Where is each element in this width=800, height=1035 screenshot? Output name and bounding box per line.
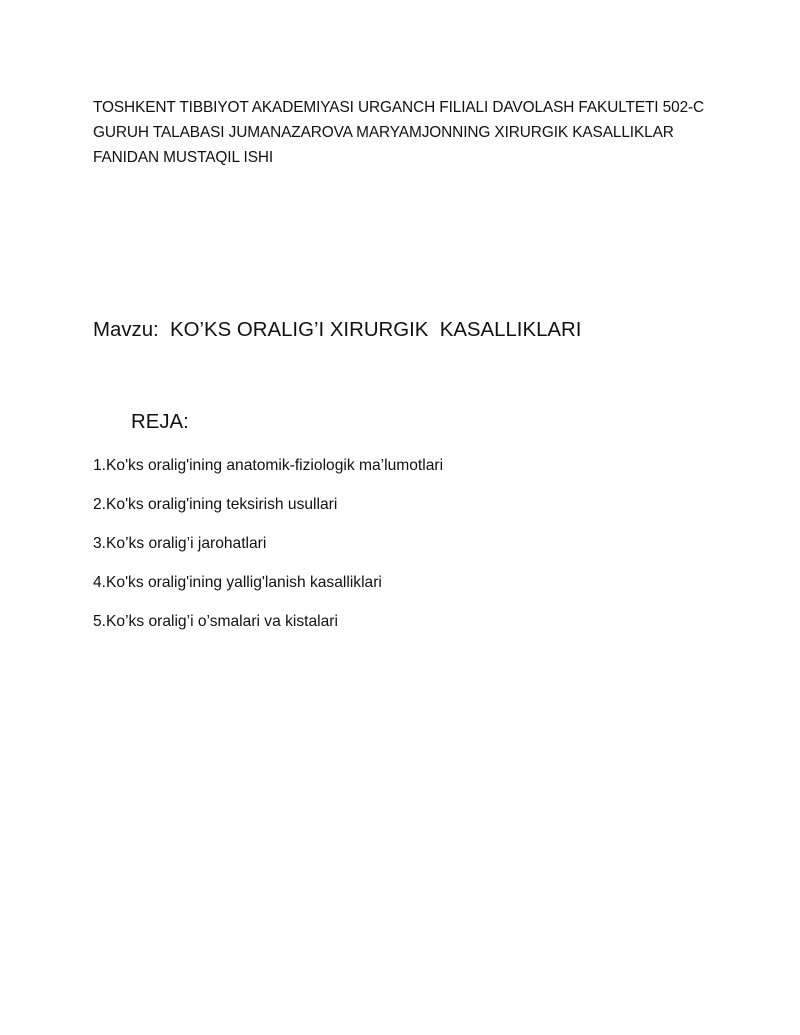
topic-heading: Mavzu: KO’KS ORALIG’I XIRURGIK KASALLIKLARI xyxy=(93,319,582,341)
plan-item: 2.Ko'ks oralig'ining teksirish usullari xyxy=(93,496,338,513)
header-line: TOSHKENT TIBBIYOT AKADEMIYASI URGANCH FILIALI DAVOLASH FAKULTETI 502-C xyxy=(93,99,705,116)
plan-item: 4.Ko'ks oralig'ining yallig'lanish kasalliklari xyxy=(93,574,382,591)
plan-item: 5.Ko’ks oralig’i o’smalari va kistalari xyxy=(93,613,338,630)
plan-item: 1.Ko'ks oralig'ining anatomik-fiziologik ma’lumotlari xyxy=(93,457,444,474)
plan-item: 3.Ko’ks oralig’i jarohatlari xyxy=(93,535,267,552)
plan-title: REJA: xyxy=(131,411,189,433)
plan-list xyxy=(93,455,443,650)
header-line: FANIDAN MUSTAQIL ISHI xyxy=(93,149,274,166)
document-header xyxy=(93,95,733,170)
header-line: GURUH TALABASI JUMANAZAROVA MARYAMJONNING XIRURGIK KASALLIKLAR xyxy=(93,124,674,141)
